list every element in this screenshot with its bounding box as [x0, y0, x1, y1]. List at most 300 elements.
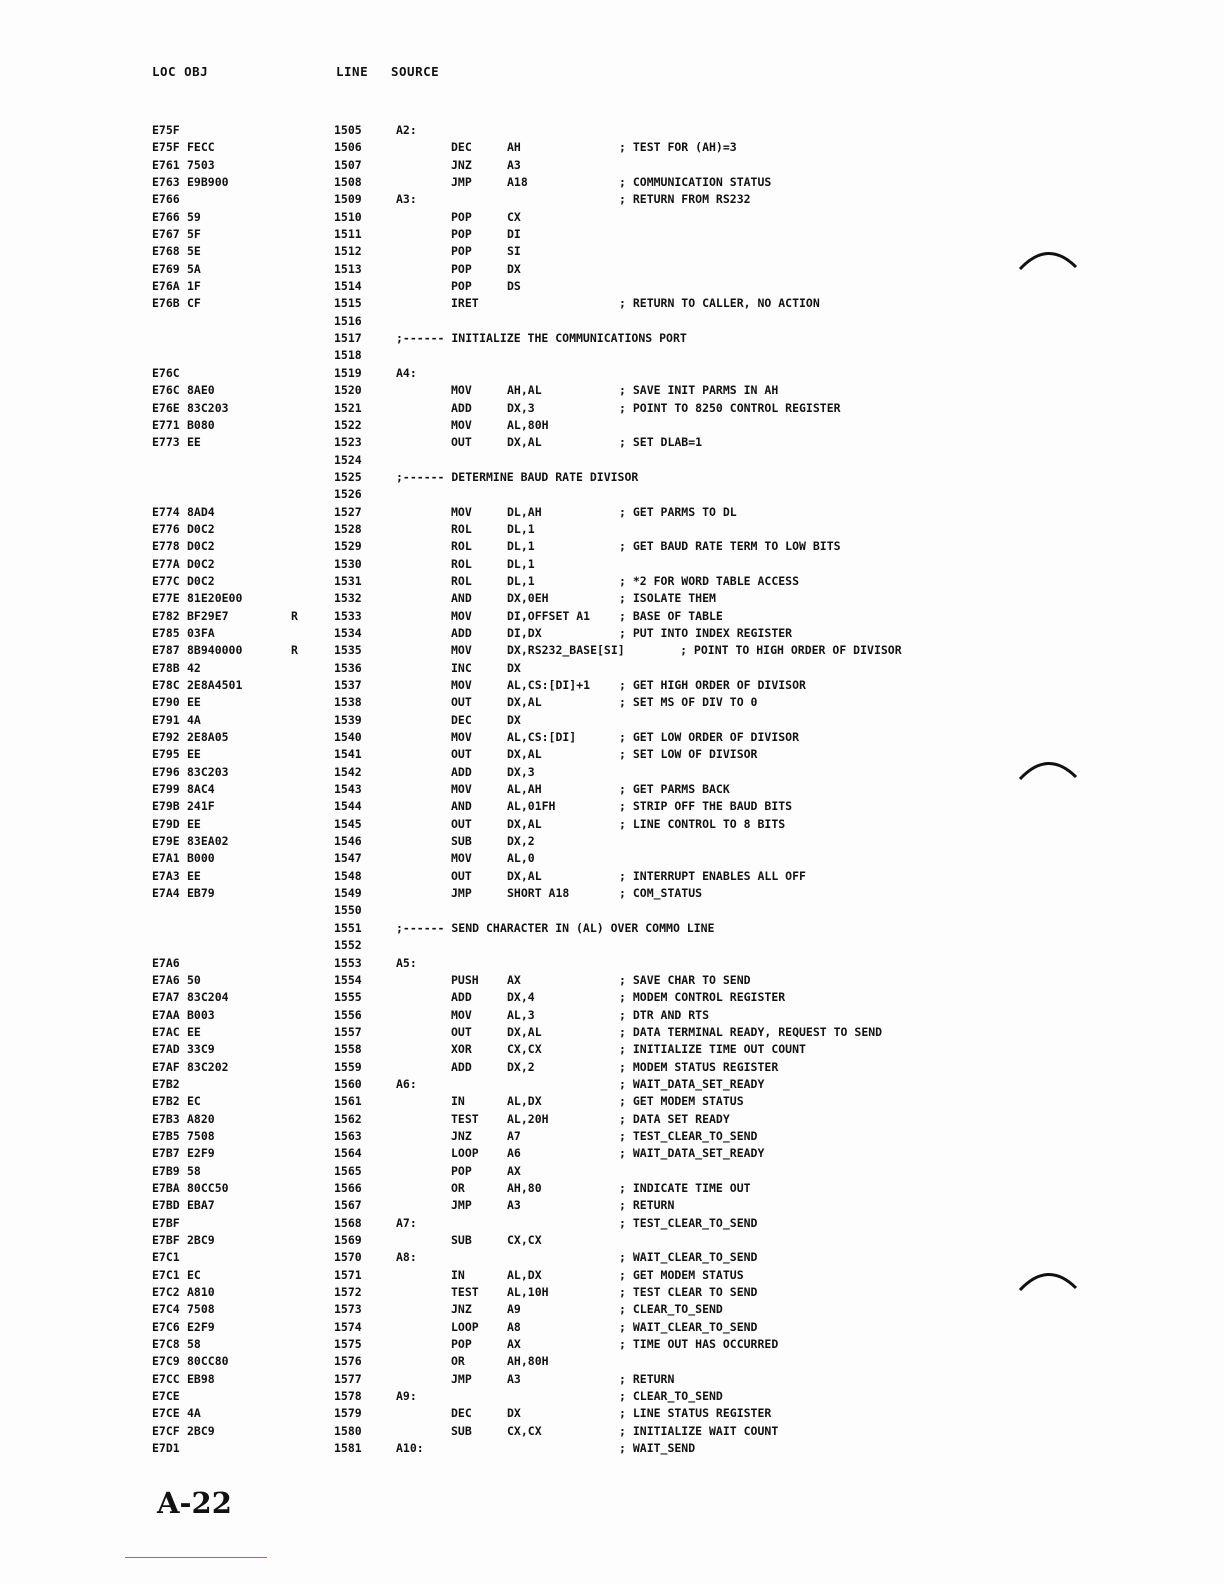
cell-comment: ; GET MODEM STATUS — [619, 1267, 744, 1282]
cell-op: ADD — [451, 764, 472, 779]
cell-line: 1509 — [334, 192, 362, 207]
cell-loc: E75F — [152, 140, 180, 155]
cell-comment: ; WAIT_SEND — [619, 1441, 696, 1456]
listing-row — [0, 902, 1224, 919]
cell-loc: E7C6 — [152, 1319, 180, 1334]
cell-label: A9: — [396, 1389, 417, 1404]
listing-row — [0, 452, 1224, 469]
cell-line: 1554 — [334, 972, 362, 987]
cell-line: 1520 — [334, 383, 362, 398]
cell-line: 1511 — [334, 227, 362, 242]
cell-obj: 83EA02 — [187, 834, 229, 849]
cell-loc: E761 — [152, 157, 180, 172]
cell-comment: ; GET BAUD RATE TERM TO LOW BITS — [619, 539, 841, 554]
cell-loc: E79E — [152, 834, 180, 849]
cell-obj: 80CC50 — [187, 1180, 229, 1195]
cell-full: ;------ SEND CHARACTER IN (AL) OVER COMMO LINE — [396, 920, 715, 935]
cell-line: 1551 — [334, 920, 362, 935]
listing-row — [0, 226, 1224, 243]
cell-loc: E7C8 — [152, 1337, 180, 1352]
binder-hole-mark — [1018, 245, 1080, 271]
cell-loc: E766 — [152, 209, 180, 224]
cell-label: A3: — [396, 192, 417, 207]
cell-loc: E776 — [152, 521, 180, 536]
cell-operand: DX,AL — [507, 435, 542, 450]
cell-comment: ; SAVE CHAR TO SEND — [619, 972, 751, 987]
cell-op: MOV — [451, 851, 472, 866]
listing-row — [0, 712, 1224, 729]
cell-loc: E77A — [152, 556, 180, 571]
cell-op: JNZ — [451, 1302, 472, 1317]
cell-loc: E79B — [152, 799, 180, 814]
cell-operand: DX,4 — [507, 990, 535, 1005]
cell-op: OUT — [451, 868, 472, 883]
cell-loc: E76E — [152, 400, 180, 415]
cell-flag: R — [291, 643, 298, 658]
cell-line: 1558 — [334, 1042, 362, 1057]
cell-obj: 83C202 — [187, 1059, 229, 1074]
cell-comment: ; RETURN TO CALLER, NO ACTION — [619, 296, 820, 311]
cell-op: POP — [451, 244, 472, 259]
cell-op: JNZ — [451, 1128, 472, 1143]
cell-op: SUB — [451, 1233, 472, 1247]
cell-comment: ; SET DLAB=1 — [619, 435, 703, 450]
cell-line: 1518 — [334, 348, 362, 363]
cell-line: 1555 — [334, 990, 362, 1005]
cell-loc: E792 — [152, 730, 180, 745]
cell-op: OUT — [451, 695, 472, 710]
cell-line: 1532 — [334, 591, 362, 606]
cell-operand: AX — [507, 1337, 521, 1352]
cell-obj: 8AD4 — [187, 504, 215, 519]
listing-row — [0, 174, 1224, 191]
cell-obj: 8AC4 — [187, 782, 215, 797]
listing-row — [0, 382, 1224, 399]
cell-operand: AL,AH — [507, 782, 542, 797]
cell-op: MOV — [451, 678, 472, 692]
cell-label: A2: — [396, 123, 417, 137]
cell-line: 1547 — [334, 851, 362, 866]
cell-loc: E795 — [152, 747, 180, 762]
cell-label: A10: — [396, 1441, 424, 1456]
cell-obj: 241F — [187, 799, 215, 814]
cell-operand: CX,CX — [507, 1042, 542, 1057]
cell-obj: EB98 — [187, 1371, 215, 1386]
cell-op: ROL — [451, 539, 472, 554]
cell-obj: B000 — [187, 851, 215, 866]
cell-comment: ; INTERRUPT ENABLES ALL OFF — [619, 868, 806, 883]
cell-loc: E763 — [152, 175, 180, 190]
cell-label: A7: — [396, 1215, 417, 1230]
listing-row — [0, 157, 1224, 174]
listing-row — [0, 313, 1224, 330]
cell-loc: E7C1 — [152, 1250, 180, 1265]
cell-op: ADD — [451, 400, 472, 415]
cell-operand: AL,20H — [507, 1111, 549, 1126]
listing-row — [0, 1007, 1224, 1024]
cell-op: ROL — [451, 573, 472, 588]
cell-line: 1574 — [334, 1319, 362, 1334]
cell-operand: DL,1 — [507, 539, 535, 554]
cell-line: 1523 — [334, 435, 362, 450]
cell-line: 1528 — [334, 521, 362, 536]
cell-line: 1579 — [334, 1406, 362, 1421]
cell-loc: E7B2 — [152, 1076, 180, 1091]
cell-line: 1543 — [334, 782, 362, 797]
cell-loc: E7A6 — [152, 972, 180, 987]
cell-line: 1541 — [334, 747, 362, 762]
listing-row — [0, 590, 1224, 607]
cell-line: 1506 — [334, 140, 362, 155]
cell-loc: E7B2 — [152, 1094, 180, 1109]
cell-operand: DX,AL — [507, 868, 542, 883]
listing-row — [0, 417, 1224, 434]
cell-operand: DX,3 — [507, 400, 535, 415]
cell-obj: 1F — [187, 279, 201, 294]
listing-row — [0, 885, 1224, 902]
cell-loc: E7A7 — [152, 990, 180, 1005]
cell-op: MOV — [451, 417, 472, 432]
cell-line: 1577 — [334, 1371, 362, 1386]
cell-operand: AH,80 — [507, 1180, 542, 1195]
listing-row — [0, 989, 1224, 1006]
cell-obj: EBA7 — [187, 1198, 215, 1213]
cell-obj: EE — [187, 868, 201, 883]
listing-row — [0, 1041, 1224, 1058]
listing-row — [0, 1197, 1224, 1214]
cell-comment: ; GET PARMS BACK — [619, 782, 730, 797]
cell-op: POP — [451, 1337, 472, 1352]
cell-op: XOR — [451, 1042, 472, 1057]
cell-loc: E791 — [152, 712, 180, 727]
cell-label: A6: — [396, 1076, 417, 1091]
cell-operand: A8 — [507, 1319, 521, 1334]
cell-comment: ; GET PARMS TO DL — [619, 504, 737, 519]
cell-op: AND — [451, 591, 472, 606]
cell-operand: DX — [507, 1406, 521, 1421]
cell-obj: 50 — [187, 972, 201, 987]
cell-operand: CX — [507, 209, 521, 224]
cell-line: 1570 — [334, 1250, 362, 1265]
cell-line: 1564 — [334, 1146, 362, 1161]
cell-full: ;------ DETERMINE BAUD RATE DIVISOR — [396, 469, 639, 484]
cell-op: POP — [451, 1163, 472, 1178]
cell-comment: ; TEST_CLEAR_TO_SEND — [619, 1215, 758, 1230]
cell-line: 1526 — [334, 487, 362, 502]
cell-obj: 80CC80 — [187, 1354, 229, 1369]
cell-line: 1550 — [334, 903, 362, 918]
listing-row — [0, 1232, 1224, 1249]
cell-comment: ; BASE OF TABLE — [619, 608, 723, 623]
cell-operand: DX,RS232_BASE[SI] ; POINT TO HIGH ORDER OF DIVISOR — [507, 643, 902, 658]
cell-obj: B080 — [187, 417, 215, 432]
cell-loc: E7C9 — [152, 1354, 180, 1369]
cell-operand: DI,OFFSET A1 — [507, 608, 591, 623]
cell-loc: E7AC — [152, 1024, 180, 1039]
cell-operand: AL,3 — [507, 1007, 535, 1022]
cell-operand: DL,AH — [507, 504, 542, 519]
listing-row — [0, 677, 1224, 694]
cell-line: 1572 — [334, 1285, 362, 1300]
cell-comment: ; TEST CLEAR TO SEND — [619, 1285, 758, 1300]
cell-operand: DI — [507, 227, 521, 242]
listing-row — [0, 1319, 1224, 1336]
cell-obj: 2BC9 — [187, 1233, 215, 1247]
cell-operand: CX,CX — [507, 1233, 542, 1247]
listing-row — [0, 1405, 1224, 1422]
cell-op: SUB — [451, 834, 472, 849]
cell-obj: 4A — [187, 712, 201, 727]
listing-row — [0, 122, 1224, 139]
cell-comment: ; DTR AND RTS — [619, 1007, 710, 1022]
cell-comment: ; STRIP OFF THE BAUD BITS — [619, 799, 793, 814]
cell-obj: EE — [187, 747, 201, 762]
cell-operand: AH,80H — [507, 1354, 549, 1369]
cell-obj: EE — [187, 816, 201, 831]
header-loc-obj: LOC OBJ — [152, 64, 209, 79]
cell-op: MOV — [451, 643, 472, 658]
cell-op: JMP — [451, 886, 472, 901]
cell-obj: 2E8A05 — [187, 730, 229, 745]
listing-row — [0, 1145, 1224, 1162]
cell-operand: AL,DX — [507, 1094, 542, 1109]
cell-comment: ; POINT TO 8250 CONTROL REGISTER — [619, 400, 841, 415]
cell-obj: E2F9 — [187, 1146, 215, 1161]
cell-operand: AL,CS:[DI]+1 — [507, 678, 591, 692]
cell-loc: E7B7 — [152, 1146, 180, 1161]
cell-comment: ; MODEM CONTROL REGISTER — [619, 990, 786, 1005]
cell-obj: EE — [187, 1024, 201, 1039]
cell-obj: EB79 — [187, 886, 215, 901]
cell-line: 1536 — [334, 660, 362, 675]
cell-comment: ; COM_STATUS — [619, 886, 703, 901]
listing-row — [0, 781, 1224, 798]
bottom-rule — [125, 1557, 267, 1558]
cell-line: 1549 — [334, 886, 362, 901]
cell-line: 1559 — [334, 1059, 362, 1074]
cell-obj: 5A — [187, 261, 201, 276]
cell-loc: E75F — [152, 123, 180, 137]
cell-line: 1576 — [334, 1354, 362, 1369]
listing-row — [0, 209, 1224, 226]
cell-line: 1542 — [334, 764, 362, 779]
listing-row — [0, 504, 1224, 521]
cell-op: ADD — [451, 1059, 472, 1074]
cell-operand: A3 — [507, 157, 521, 172]
cell-line: 1575 — [334, 1337, 362, 1352]
page-number: A-22 — [157, 1486, 232, 1520]
listing-row — [0, 573, 1224, 590]
cell-line: 1507 — [334, 157, 362, 172]
cell-comment: ; SET LOW OF DIVISOR — [619, 747, 758, 762]
cell-operand: DX,AL — [507, 747, 542, 762]
listing-row — [0, 347, 1224, 364]
cell-loc: E7AF — [152, 1059, 180, 1074]
cell-obj: 8AE0 — [187, 383, 215, 398]
cell-line: 1561 — [334, 1094, 362, 1109]
cell-obj: 33C9 — [187, 1042, 215, 1057]
cell-obj: 81E20E00 — [187, 591, 243, 606]
cell-obj: EC — [187, 1267, 201, 1282]
cell-comment: ; PUT INTO INDEX REGISTER — [619, 625, 793, 640]
cell-comment: ; DATA SET READY — [619, 1111, 730, 1126]
cell-loc: E796 — [152, 764, 180, 779]
listing-row — [0, 434, 1224, 451]
cell-comment: ; RETURN — [619, 1198, 675, 1213]
listing-row — [0, 139, 1224, 156]
cell-line: 1512 — [334, 244, 362, 259]
cell-comment: ; SAVE INIT PARMS IN AH — [619, 383, 779, 398]
listing-row — [0, 1336, 1224, 1353]
cell-line: 1563 — [334, 1128, 362, 1143]
binder-hole-mark — [1018, 755, 1080, 781]
cell-comment: ; WAIT_DATA_SET_READY — [619, 1146, 765, 1161]
cell-op: ADD — [451, 990, 472, 1005]
cell-line: 1566 — [334, 1180, 362, 1195]
cell-op: JNZ — [451, 157, 472, 172]
cell-loc: E778 — [152, 539, 180, 554]
cell-loc: E768 — [152, 244, 180, 259]
listing-row — [0, 521, 1224, 538]
listing-row — [0, 1093, 1224, 1110]
cell-loc: E7CC — [152, 1371, 180, 1386]
cell-comment: ; TEST_CLEAR_TO_SEND — [619, 1128, 758, 1143]
cell-loc: E7A3 — [152, 868, 180, 883]
cell-loc: E769 — [152, 261, 180, 276]
cell-loc: E7AD — [152, 1042, 180, 1057]
listing-row — [0, 1388, 1224, 1405]
cell-line: 1524 — [334, 452, 362, 467]
listing-row — [0, 486, 1224, 503]
cell-operand: AL,01FH — [507, 799, 556, 814]
cell-comment: ; CLEAR_TO_SEND — [619, 1389, 723, 1404]
listing-row — [0, 295, 1224, 312]
cell-line: 1505 — [334, 123, 362, 137]
cell-line: 1562 — [334, 1111, 362, 1126]
cell-operand: DL,1 — [507, 556, 535, 571]
cell-line: 1519 — [334, 365, 362, 380]
listing-row — [0, 1076, 1224, 1093]
cell-label: A5: — [396, 955, 417, 970]
cell-op: TEST — [451, 1111, 479, 1126]
cell-line: 1540 — [334, 730, 362, 745]
cell-comment: ; INITIALIZE TIME OUT COUNT — [619, 1042, 806, 1057]
cell-operand: CX,CX — [507, 1423, 542, 1438]
cell-loc: E7B5 — [152, 1128, 180, 1143]
cell-obj: BF29E7 — [187, 608, 229, 623]
cell-line: 1521 — [334, 400, 362, 415]
cell-loc: E7CE — [152, 1389, 180, 1404]
listing-row — [0, 400, 1224, 417]
cell-operand: A6 — [507, 1146, 521, 1161]
listing-row — [0, 729, 1224, 746]
cell-obj: 8B940000 — [187, 643, 243, 658]
cell-loc: E7A6 — [152, 955, 180, 970]
cell-loc: E7BD — [152, 1198, 180, 1213]
listing-row — [0, 1128, 1224, 1145]
cell-op: SUB — [451, 1423, 472, 1438]
cell-operand: AH,AL — [507, 383, 542, 398]
cell-obj: 59 — [187, 209, 201, 224]
cell-comment: ; GET HIGH ORDER OF DIVISOR — [619, 678, 806, 692]
listing-row — [0, 833, 1224, 850]
cell-obj: E9B900 — [187, 175, 229, 190]
cell-op: IN — [451, 1267, 465, 1282]
cell-loc: E7B3 — [152, 1111, 180, 1126]
cell-operand: DL,1 — [507, 521, 535, 536]
cell-line: 1527 — [334, 504, 362, 519]
cell-line: 1529 — [334, 539, 362, 554]
cell-operand: DX,AL — [507, 695, 542, 710]
listing-row — [0, 1163, 1224, 1180]
cell-obj: 4A — [187, 1406, 201, 1421]
cell-line: 1569 — [334, 1233, 362, 1247]
cell-line: 1515 — [334, 296, 362, 311]
cell-op: MOV — [451, 1007, 472, 1022]
cell-comment: ; *2 FOR WORD TABLE ACCESS — [619, 573, 800, 588]
cell-comment: ; DATA TERMINAL READY, REQUEST TO SEND — [619, 1024, 883, 1039]
cell-obj: CF — [187, 296, 201, 311]
cell-line: 1546 — [334, 834, 362, 849]
cell-operand: DS — [507, 279, 521, 294]
listing-row — [0, 538, 1224, 555]
cell-op: OUT — [451, 435, 472, 450]
cell-line: 1578 — [334, 1389, 362, 1404]
cell-loc: E774 — [152, 504, 180, 519]
cell-op: MOV — [451, 383, 472, 398]
cell-op: JMP — [451, 1198, 472, 1213]
listing-row — [0, 330, 1224, 347]
cell-operand: DX — [507, 261, 521, 276]
listing-row — [0, 694, 1224, 711]
cell-loc: E7B9 — [152, 1163, 180, 1178]
cell-line: 1544 — [334, 799, 362, 814]
cell-comment: ; INITIALIZE WAIT COUNT — [619, 1423, 779, 1438]
cell-flag: R — [291, 608, 298, 623]
cell-line: 1538 — [334, 695, 362, 710]
listing-row — [0, 1353, 1224, 1370]
cell-line: 1508 — [334, 175, 362, 190]
cell-op: LOOP — [451, 1146, 479, 1161]
cell-line: 1534 — [334, 625, 362, 640]
cell-operand: DX,AL — [507, 1024, 542, 1039]
cell-obj: 7508 — [187, 1302, 215, 1317]
cell-obj: D0C2 — [187, 573, 215, 588]
cell-comment: ; MODEM STATUS REGISTER — [619, 1059, 779, 1074]
cell-op: INC — [451, 660, 472, 675]
cell-line: 1517 — [334, 331, 362, 346]
cell-loc: E7D1 — [152, 1441, 180, 1456]
cell-obj: D0C2 — [187, 539, 215, 554]
header-source: SOURCE — [391, 64, 440, 79]
cell-loc: E7C4 — [152, 1302, 180, 1317]
cell-comment: ; TEST FOR (AH)=3 — [619, 140, 737, 155]
cell-loc: E782 — [152, 608, 180, 623]
cell-line: 1557 — [334, 1024, 362, 1039]
listing-row — [0, 816, 1224, 833]
cell-loc: E76A — [152, 279, 180, 294]
cell-line: 1525 — [334, 469, 362, 484]
cell-op: ADD — [451, 625, 472, 640]
cell-operand: DX,2 — [507, 1059, 535, 1074]
cell-line: 1530 — [334, 556, 362, 571]
cell-op: LOOP — [451, 1319, 479, 1334]
cell-comment: ; LINE STATUS REGISTER — [619, 1406, 772, 1421]
cell-obj: 2BC9 — [187, 1423, 215, 1438]
cell-line: 1548 — [334, 868, 362, 883]
cell-obj: FECC — [187, 140, 215, 155]
binder-hole-mark — [1018, 1266, 1080, 1292]
